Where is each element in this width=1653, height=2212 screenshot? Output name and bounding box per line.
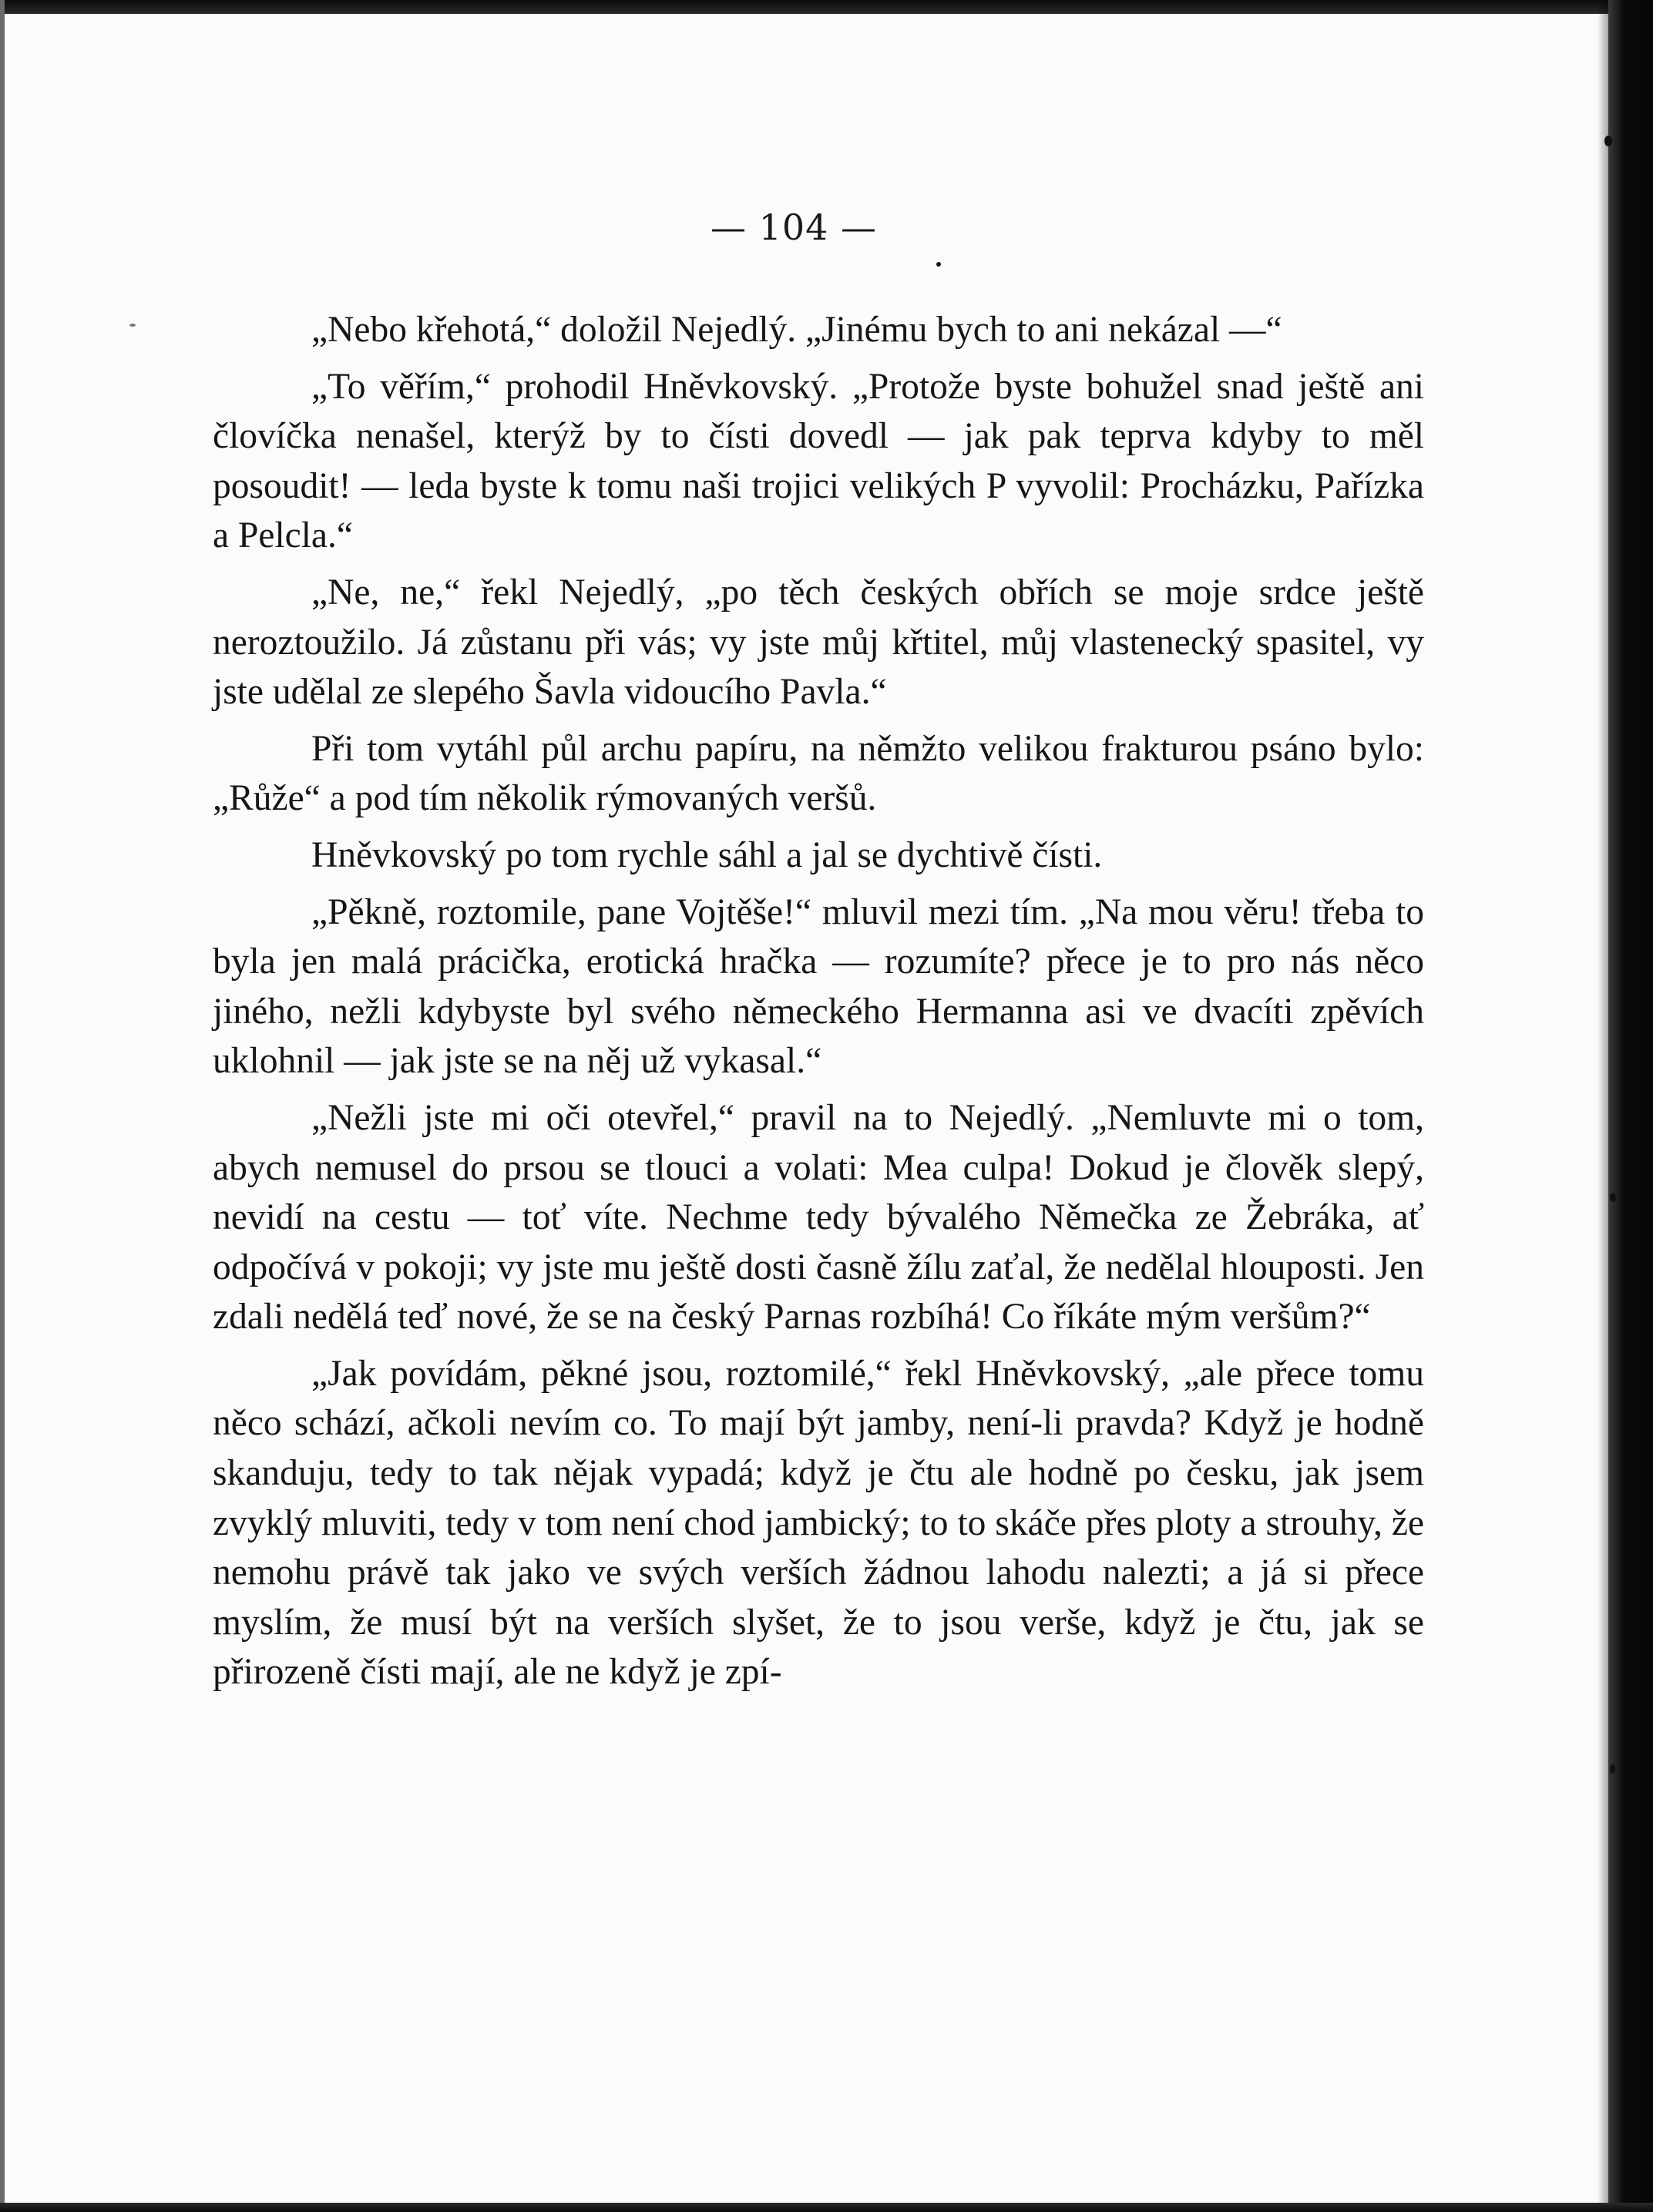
- paragraph: Při tom vytáhl půl archu papíru, na němžto velikou frakturou psáno bylo: „Růže“ a pod tím několik rýmovaných veršů.: [213, 728, 1424, 819]
- scan-speck: [1610, 1764, 1615, 1774]
- paragraph: „To věřím,“ prohodil Hněvkovský. „Protože byste bohužel snad ještě ani človíčka nenašel, kterýž by to čísti dovedl — jak pak teprva kdyby to měl posoudit! — leda byste k tomu naši trojici velikých P vyvolil: Procházku, Pařízka a Pelcla.“: [213, 366, 1424, 556]
- scan-border-left: [0, 0, 5, 2212]
- scan-border-bottom: [0, 2203, 1653, 2212]
- paragraph: Hněvkovský po tom rychle sáhl a jal se dychtivě čísti.: [311, 834, 1103, 875]
- paragraph: „Nežli jste mi oči otevřel,“ pravil na to Nejedlý. „Nemluvte mi o tom, abych nemusel do prsou se tlouci a volati: Mea culpa! Dokud je člověk slepý, nevidí na cestu — toť víte. Nechme tedy bývalého Němečka ze Žebráka, ať odpočívá v pokoji; vy jste mu ještě dosti časně žílu zaťal, že nedělal hlouposti. Jen zdali nedělá teď nové, že se na český Parnas rozbíhá! Co říkáte mým veršům?“: [213, 1097, 1424, 1338]
- scan-border-right: [1608, 0, 1653, 2212]
- scan-speck: [936, 262, 941, 267]
- paragraph: „Pěkně, roztomile, pane Vojtěše!“ mluvil mezi tím. „Na mou věru! třeba to byla jen malá prácička, erotická hračka — rozumíte? přece je to pro nás něco jiného, nežli kdybyste byl svého německého Hermanna asi ve dvacíti zpěvích uklohnil — jak jste se na něj už vykasal.“: [213, 891, 1424, 1082]
- body-text: [213, 305, 1424, 1697]
- scan-speck: [1604, 136, 1612, 146]
- scan-border-top: [0, 0, 1653, 14]
- scan-speck: [129, 324, 136, 327]
- scan-border-shadow: [1598, 0, 1608, 2212]
- paragraph: „Jak povídám, pěkné jsou, roztomilé,“ řekl Hněvkovský, „ale přece tomu něco schází, ačkoli nevím co. To mají být jamby, není-li pravda? Když je hodně skanduju, tedy to tak nějak vypadá; když je čtu ale hodně po česku, jak jsem zvyklý mluviti, tedy v tom není chod jambický; to to skáče přes ploty a strouhy, že nemohu právě tak jako ve svých verších žádnou lahodu nalezti; a já si přece myslím, že musí být na verších slyšet, že to jsou verše, když je čtu, jak se přirozeně čísti mají, ale ne když je zpí-: [213, 1353, 1424, 1693]
- page-number: — 104 —: [710, 206, 878, 248]
- scan-speck: [1610, 1193, 1616, 1202]
- paragraph: „Nebo křehotá,“ doložil Nejedlý. „Jinému bych to ani nekázal —“: [311, 310, 1282, 350]
- paragraph: „Ne, ne,“ řekl Nejedlý, „po těch českých obřích se moje srdce ještě neroztoužilo. Já zůstanu při vás; vy jste můj křtitel, můj vlastenecký spasitel, vy jste udělal ze slepého Šavla vidoucího Pavla.“: [213, 572, 1424, 713]
